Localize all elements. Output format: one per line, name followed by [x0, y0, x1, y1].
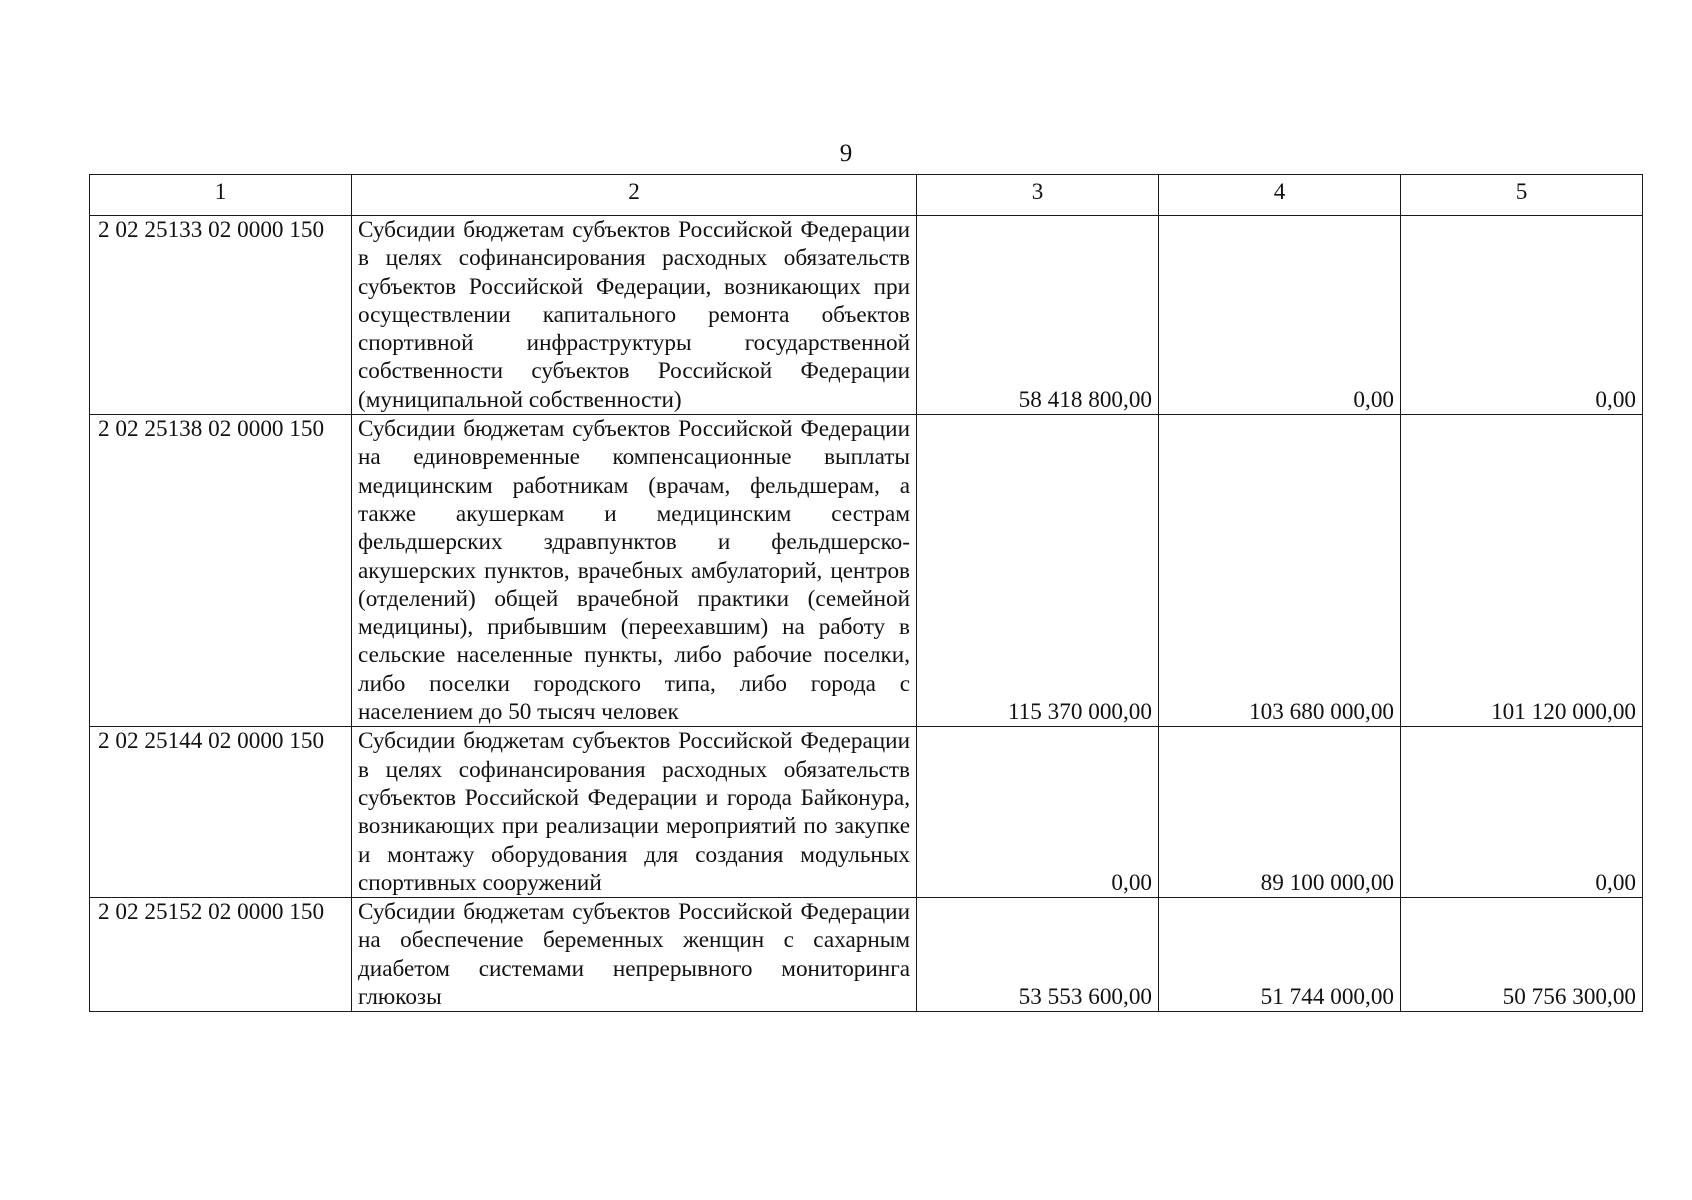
column-header-4: 4: [1159, 175, 1401, 216]
row-amount-col5: 50 756 300,00: [1401, 898, 1643, 1012]
row-amount-col4: 89 100 000,00: [1159, 727, 1401, 898]
row-amount-col5: 0,00: [1401, 216, 1643, 415]
row-amount-col5: 101 120 000,00: [1401, 415, 1643, 727]
table-row: [90, 216, 1643, 415]
row-amount-col5: 0,00: [1401, 727, 1643, 898]
row-code: 2 02 25144 02 0000 150: [90, 727, 352, 898]
row-code: 2 02 25152 02 0000 150: [90, 898, 352, 1012]
row-amount-col4: 0,00: [1159, 216, 1401, 415]
table-header-row: [90, 175, 1643, 216]
row-description: Субсидии бюджетам субъектов Российской Федерации в целях софинансирования расходных обязательств субъектов Российской Федерации, возникающих при осуществлении капитального ремонта объектов спортивной инфраструктуры государственной собственности субъектов Российской Федерации (муниципальной собственности): [352, 216, 917, 415]
column-header-5: 5: [1401, 175, 1643, 216]
row-amount-col3: 53 553 600,00: [917, 898, 1159, 1012]
page-number: 9: [839, 140, 853, 167]
column-header-2: 2: [352, 175, 917, 216]
row-description: Субсидии бюджетам субъектов Российской Федерации в целях софинансирования расходных обязательств субъектов Российской Федерации и города Байконура, возникающих при реализации мероприятий по закупке и монтажу оборудования для создания модульных спортивных сооружений: [352, 727, 917, 898]
column-header-3: 3: [917, 175, 1159, 216]
row-code: 2 02 25133 02 0000 150: [90, 216, 352, 415]
row-amount-col3: 58 418 800,00: [917, 216, 1159, 415]
row-description: Субсидии бюджетам субъектов Российской Федерации на единовременные компенсационные выплаты медицинским работникам (врачам, фельдшерам, а также акушеркам и медицинским сестрам фельдшерских здравпунктов и фельдшерско-акушерских пунктов, врачебных амбулаторий, центров (отделений) общей врачебной практики (семейной медицины), прибывшим (переехавшим) на работу в сельские населенные пункты, либо рабочие поселки, либо поселки городского типа, либо города с населением до 50 тысяч человек: [352, 415, 917, 727]
row-amount-col3: 115 370 000,00: [917, 415, 1159, 727]
row-amount-col4: 103 680 000,00: [1159, 415, 1401, 727]
column-header-1: 1: [90, 175, 352, 216]
row-amount-col3: 0,00: [917, 727, 1159, 898]
budget-table: [89, 174, 1643, 1012]
row-code: 2 02 25138 02 0000 150: [90, 415, 352, 727]
table-row: [90, 727, 1643, 898]
row-description: Субсидии бюджетам субъектов Российской Федерации на обеспечение беременных женщин с сахарным диабетом системами непрерывного мониторинга глюкозы: [352, 898, 917, 1012]
table-row: [90, 898, 1643, 1012]
table-row: [90, 415, 1643, 727]
row-amount-col4: 51 744 000,00: [1159, 898, 1401, 1012]
